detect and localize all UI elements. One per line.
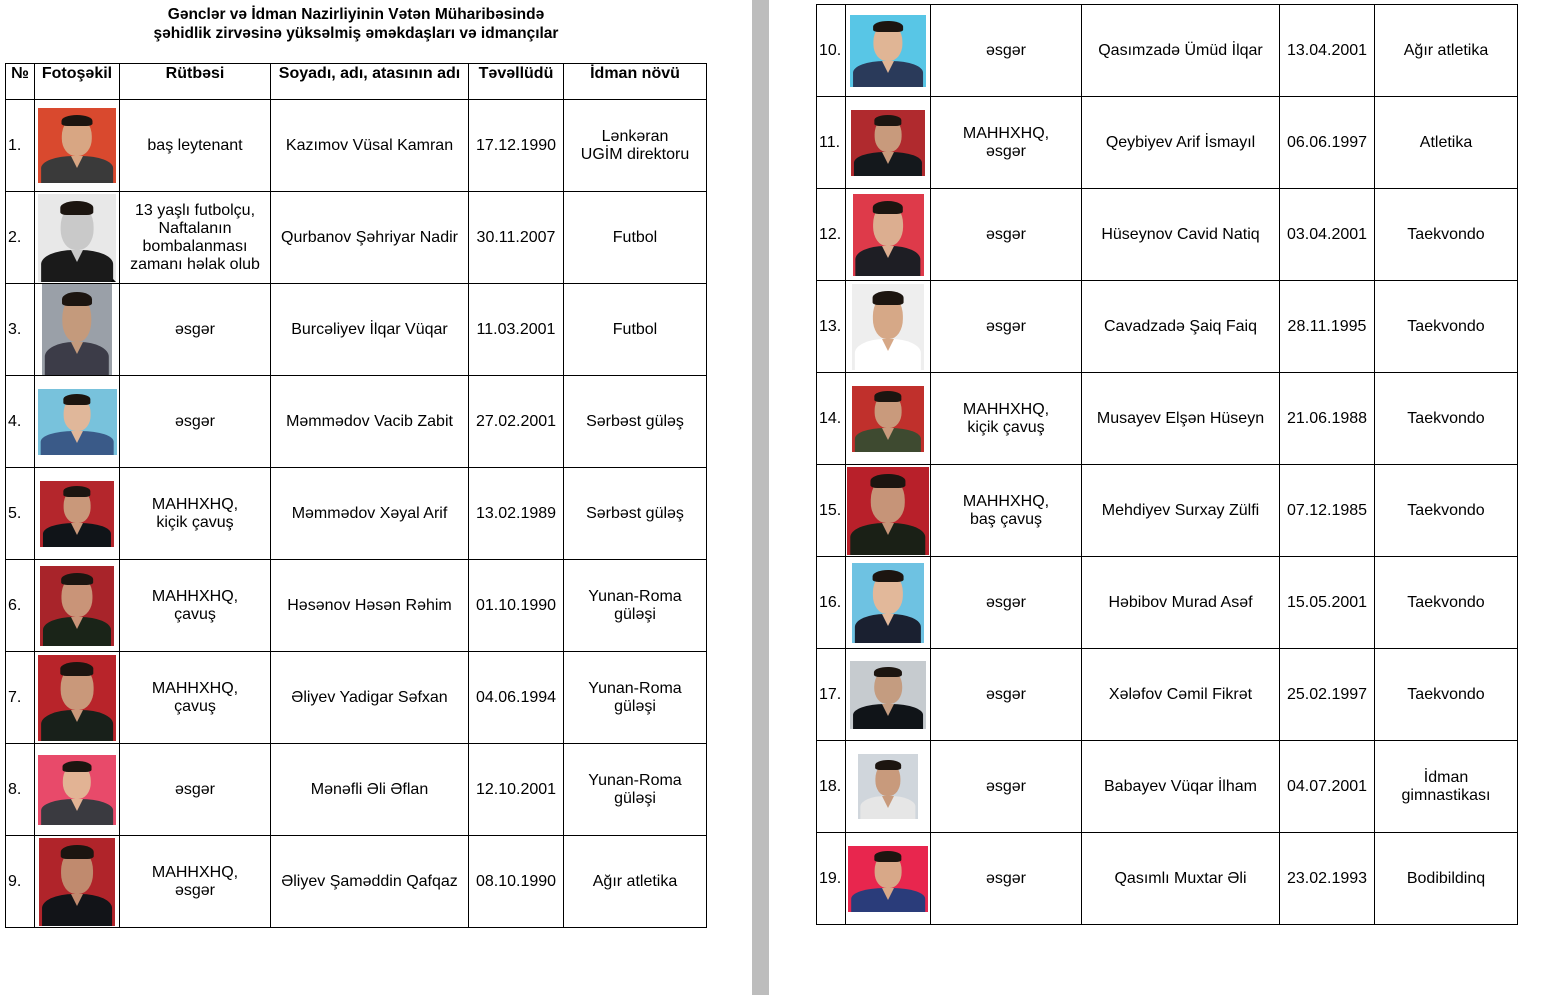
table-row [6, 468, 707, 560]
table-row [6, 652, 707, 744]
sport-cell: Yunan-Roma güləşi [564, 652, 707, 744]
photo-cell [846, 649, 931, 741]
sport-cell: Taekvondo [1375, 557, 1518, 649]
row-number: 3. [6, 284, 35, 376]
rank-cell: əsgər [120, 376, 271, 468]
photo-cell [35, 652, 120, 744]
photo-cell [35, 560, 120, 652]
photo-cell [846, 833, 931, 925]
portrait-icon [850, 15, 926, 87]
portrait-icon [38, 655, 116, 741]
row-number: 16. [817, 557, 846, 649]
birth-date-cell: 13.04.2001 [1280, 5, 1375, 97]
photo-cell [35, 836, 120, 928]
birth-date-cell: 25.02.1997 [1280, 649, 1375, 741]
photo-cell [846, 189, 931, 281]
row-number: 4. [6, 376, 35, 468]
name-cell: Qeybiyev Arif İsmayıl [1082, 97, 1280, 189]
portrait-icon [39, 838, 115, 926]
birth-date-cell: 06.06.1997 [1280, 97, 1375, 189]
rank-cell: əsgər [931, 5, 1082, 97]
table-row [817, 189, 1518, 281]
header-name: Soyadı, adı, atasının adı [271, 64, 469, 100]
sport-cell: İdman gimnastikası [1375, 741, 1518, 833]
row-number: 13. [817, 281, 846, 373]
rank-cell: MAHHXHQ, baş çavuş [931, 465, 1082, 557]
name-cell: Məmmədov Vacib Zabit [271, 376, 469, 468]
header-num: № [6, 64, 35, 100]
photo-cell [846, 741, 931, 833]
photo-cell [35, 284, 120, 376]
row-number: 5. [6, 468, 35, 560]
rank-cell: əsgər [931, 189, 1082, 281]
portrait-icon [38, 108, 116, 183]
portrait-icon [38, 389, 117, 455]
portrait-icon [40, 481, 114, 547]
table-row [6, 744, 707, 836]
row-number: 14. [817, 373, 846, 465]
rank-cell: əsgər [120, 744, 271, 836]
birth-date-cell: 04.07.2001 [1280, 741, 1375, 833]
table-row [817, 833, 1518, 925]
name-cell: Babayev Vüqar İlham [1082, 741, 1280, 833]
table-header-row [6, 64, 707, 100]
row-number: 18. [817, 741, 846, 833]
rank-cell: əsgər [931, 833, 1082, 925]
photo-cell [846, 557, 931, 649]
name-cell: Məmmədov Xəyal Arif [271, 468, 469, 560]
name-cell: Xələfov Cəmil Fikrət [1082, 649, 1280, 741]
birth-date-cell: 28.11.1995 [1280, 281, 1375, 373]
header-sport: İdman növü [564, 64, 707, 100]
table-row [6, 100, 707, 192]
sport-cell: Sərbəst güləş [564, 376, 707, 468]
sport-cell: Sərbəst güləş [564, 468, 707, 560]
sport-cell: Taekvondo [1375, 465, 1518, 557]
row-number: 11. [817, 97, 846, 189]
photo-cell [846, 281, 931, 373]
sport-cell: Futbol [564, 192, 707, 284]
row-number: 17. [817, 649, 846, 741]
table-row [6, 560, 707, 652]
rank-cell: əsgər [931, 741, 1082, 833]
row-number: 6. [6, 560, 35, 652]
rank-cell: əsgər [931, 649, 1082, 741]
sport-cell: Futbol [564, 284, 707, 376]
birth-date-cell: 30.11.2007 [469, 192, 564, 284]
martyrs-table-left [5, 63, 707, 928]
sport-cell: Bodibildinq [1375, 833, 1518, 925]
rank-cell: MAHHXHQ, çavuş [120, 560, 271, 652]
portrait-icon [38, 194, 116, 282]
document-title [0, 5, 712, 43]
rank-cell: MAHHXHQ, kiçik çavuş [931, 373, 1082, 465]
row-number: 8. [6, 744, 35, 836]
name-cell: Qasımzadə Ümüd İlqar [1082, 5, 1280, 97]
rank-cell: MAHHXHQ, əsgər [120, 836, 271, 928]
name-cell: Həbibov Murad Asəf [1082, 557, 1280, 649]
header-photo: Fotoşəkil [35, 64, 120, 100]
photo-cell [35, 744, 120, 836]
title-line-2: şəhidlik zirvəsinə yüksəlmiş əməkdaşları və idmançılar [153, 25, 559, 42]
header-birth: Təvəllüdü [469, 64, 564, 100]
birth-date-cell: 01.10.1990 [469, 560, 564, 652]
photo-cell [35, 100, 120, 192]
row-number: 12. [817, 189, 846, 281]
sport-cell: Taekvondo [1375, 373, 1518, 465]
name-cell: Kazımov Vüsal Kamran [271, 100, 469, 192]
birth-date-cell: 11.03.2001 [469, 284, 564, 376]
page-separator [752, 0, 769, 995]
table-row [6, 192, 707, 284]
table-row [817, 741, 1518, 833]
name-cell: Musayev Elşən Hüseyn [1082, 373, 1280, 465]
rank-cell: əsgər [931, 557, 1082, 649]
sport-cell: Taekvondo [1375, 649, 1518, 741]
rank-cell: əsgər [120, 284, 271, 376]
table-row [817, 373, 1518, 465]
portrait-icon [852, 386, 924, 452]
name-cell: Əliyev Yadigar Səfxan [271, 652, 469, 744]
name-cell: Mənəfli Əli Əflan [271, 744, 469, 836]
name-cell: Mehdiyev Surxay Zülfi [1082, 465, 1280, 557]
rank-cell: 13 yaşlı futbolçu, Naftalanın bombalanması zamanı həlak olub [120, 192, 271, 284]
birth-date-cell: 07.12.1985 [1280, 465, 1375, 557]
row-number: 19. [817, 833, 846, 925]
portrait-icon [38, 755, 116, 825]
title-line-1: Gənclər və İdman Nazirliyinin Vətən Müharibəsində [167, 6, 545, 23]
portrait-icon [853, 194, 924, 276]
birth-date-cell: 23.02.1993 [1280, 833, 1375, 925]
row-number: 1. [6, 100, 35, 192]
row-number: 15. [817, 465, 846, 557]
portrait-icon [852, 284, 924, 370]
portrait-icon [42, 284, 112, 375]
table-row [817, 465, 1518, 557]
row-number: 2. [6, 192, 35, 284]
table-row [817, 281, 1518, 373]
sport-cell: Ağır atletika [1375, 5, 1518, 97]
portrait-icon [858, 754, 918, 819]
header-rank: Rütbəsi [120, 64, 271, 100]
row-number: 9. [6, 836, 35, 928]
photo-cell [846, 97, 931, 189]
sport-cell: Ağır atletika [564, 836, 707, 928]
name-cell: Əliyev Şaməddin Qafqaz [271, 836, 469, 928]
row-number: 10. [817, 5, 846, 97]
table-row [817, 5, 1518, 97]
birth-date-cell: 04.06.1994 [469, 652, 564, 744]
name-cell: Cavadzadə Şaiq Faiq [1082, 281, 1280, 373]
name-cell: Hüseynov Cavid Natiq [1082, 189, 1280, 281]
birth-date-cell: 27.02.2001 [469, 376, 564, 468]
sport-cell: Lənkəran UGİM direktoru [564, 100, 707, 192]
portrait-icon [40, 566, 114, 646]
table-row [6, 284, 707, 376]
row-number: 7. [6, 652, 35, 744]
table-row [817, 649, 1518, 741]
name-cell: Qasımlı Muxtar Əli [1082, 833, 1280, 925]
birth-date-cell: 08.10.1990 [469, 836, 564, 928]
sport-cell: Taekvondo [1375, 281, 1518, 373]
photo-cell [846, 5, 931, 97]
sport-cell: Yunan-Roma güləşi [564, 744, 707, 836]
portrait-icon [847, 467, 929, 555]
portrait-icon [850, 661, 926, 729]
photo-cell [846, 465, 931, 557]
birth-date-cell: 15.05.2001 [1280, 557, 1375, 649]
photo-cell [35, 376, 120, 468]
name-cell: Qurbanov Şəhriyar Nadir [271, 192, 469, 284]
birth-date-cell: 03.04.2001 [1280, 189, 1375, 281]
sport-cell: Taekvondo [1375, 189, 1518, 281]
table-row [817, 97, 1518, 189]
table-row [817, 557, 1518, 649]
rank-cell: MAHHXHQ, əsgər [931, 97, 1082, 189]
table-row [6, 376, 707, 468]
name-cell: Həsənov Həsən Rəhim [271, 560, 469, 652]
portrait-icon [852, 563, 924, 643]
portrait-icon [851, 110, 925, 176]
sport-cell: Atletika [1375, 97, 1518, 189]
rank-cell: əsgər [931, 281, 1082, 373]
birth-date-cell: 13.02.1989 [469, 468, 564, 560]
table-row [6, 836, 707, 928]
rank-cell: MAHHXHQ, çavuş [120, 652, 271, 744]
birth-date-cell: 17.12.1990 [469, 100, 564, 192]
photo-cell [35, 192, 120, 284]
sport-cell: Yunan-Roma güləşi [564, 560, 707, 652]
portrait-icon [848, 846, 928, 912]
name-cell: Burcəliyev İlqar Vüqar [271, 284, 469, 376]
birth-date-cell: 21.06.1988 [1280, 373, 1375, 465]
photo-cell [35, 468, 120, 560]
photo-cell [846, 373, 931, 465]
rank-cell: baş leytenant [120, 100, 271, 192]
martyrs-table-right [816, 4, 1518, 925]
rank-cell: MAHHXHQ, kiçik çavuş [120, 468, 271, 560]
birth-date-cell: 12.10.2001 [469, 744, 564, 836]
